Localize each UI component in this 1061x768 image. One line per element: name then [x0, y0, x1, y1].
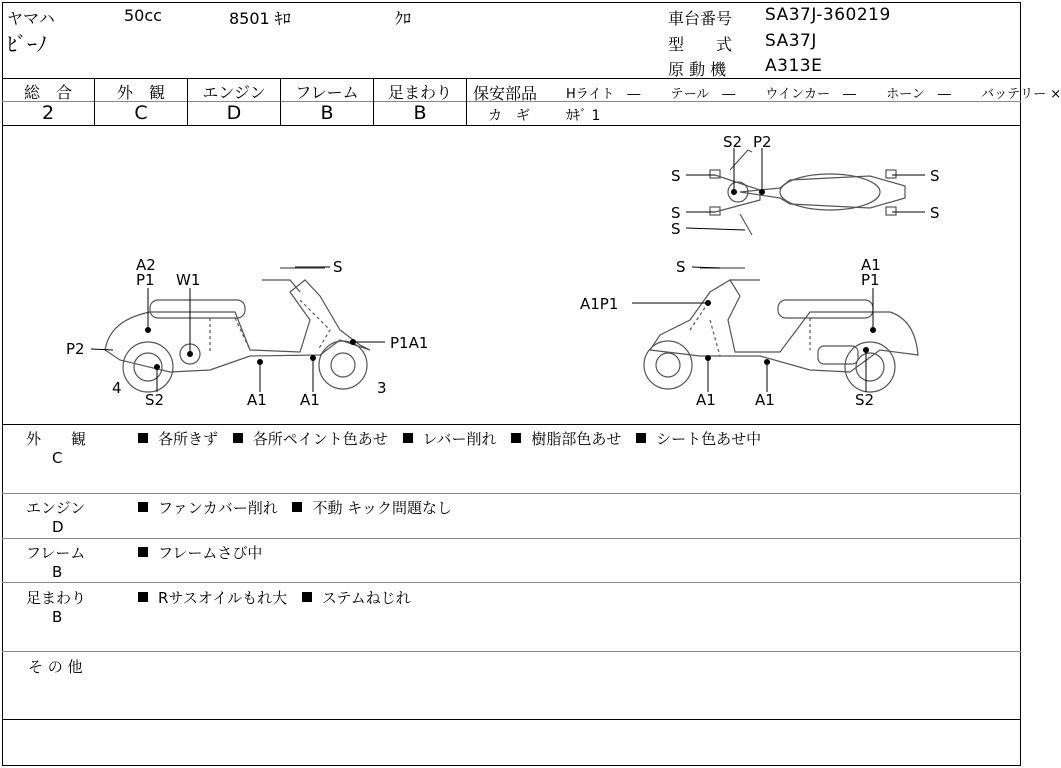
engine-label: 原 動 機 [668, 60, 727, 79]
remark-item: Rサスオイルもれ大 [158, 589, 288, 607]
label-right-a1: A1 [755, 391, 775, 409]
bullet-icon [403, 433, 413, 443]
label-left-p1: P1 [136, 271, 155, 289]
remark-items-suspension [138, 587, 421, 608]
divider [2, 582, 1021, 583]
key-value: ｶｷﾞ 1 [566, 108, 601, 124]
grade-engine-value: D [226, 102, 242, 124]
label-top-s: S [671, 204, 681, 222]
grade-frame-label: フレーム [295, 83, 359, 102]
remark-item: 各所きず [158, 430, 219, 448]
divider [2, 424, 1021, 425]
label-top-s: S [671, 220, 681, 238]
bullet-icon [636, 433, 646, 443]
grade-overall-label: 総 合 [23, 83, 72, 102]
bullet-icon [138, 547, 148, 557]
safety-items [566, 83, 1061, 102]
remark-item: ステムねじれ [321, 589, 411, 607]
remark-item: フレームさび中 [158, 544, 263, 562]
label-top-s: S [671, 167, 681, 185]
bullet-icon [138, 502, 148, 512]
type-label: 型 式 [668, 35, 733, 54]
safety-label: 保安部品 [473, 84, 538, 103]
remark-item: レバー削れ [422, 430, 497, 448]
remark-grade-engine: D [52, 518, 64, 536]
label-right-p1: P1 [861, 271, 880, 289]
label-left-w1: W1 [176, 271, 201, 289]
bullet-icon [138, 433, 148, 443]
safety-item-horn: ホーン ― [886, 87, 951, 102]
type-value: SA37J [765, 31, 817, 51]
remark-items-engine [138, 497, 462, 518]
remark-category-suspension: 足まわり [26, 589, 87, 607]
grade-suspension-label: 足まわり [387, 83, 452, 102]
grade-frame-value: B [320, 102, 334, 124]
label-left-3: 3 [377, 379, 387, 397]
safety-item-winker: ウインカー ― [765, 87, 857, 102]
engine-value: A313E [765, 56, 823, 76]
label-top-p2: P2 [753, 133, 772, 151]
maker: ヤマハ [7, 9, 55, 28]
mileage: 8501 ｷﾛ [229, 9, 291, 28]
bullet-icon [292, 502, 302, 512]
bullet-icon [138, 592, 148, 602]
color: ｸﾛ [395, 9, 412, 28]
divider [2, 493, 1021, 494]
divider [466, 78, 467, 125]
bullet-icon [302, 592, 312, 602]
safety-item-headlight: Hライト ― [566, 87, 641, 102]
bullet-icon [233, 433, 243, 443]
label-right-a1: A1 [861, 256, 881, 274]
label-left-a1: A1 [247, 391, 267, 409]
grade-engine-label: エンジン [202, 83, 266, 102]
grade-suspension-value: B [413, 102, 427, 124]
model-name: ﾋﾞｰﾉ [7, 32, 47, 56]
label-top-s: S [930, 204, 940, 222]
remark-item: 不動 キック問題なし [312, 499, 452, 517]
remark-category-other: そ の 他 [28, 658, 83, 676]
label-top-s2: S2 [723, 133, 743, 151]
label-left-p1a1: P1A1 [390, 334, 429, 352]
divider [2, 78, 1021, 79]
label-left-s: S [333, 258, 343, 276]
label-top-s: S [930, 167, 940, 185]
bullet-icon [511, 433, 521, 443]
grade-exterior-label: 外 観 [116, 83, 165, 102]
label-right-a1: A1 [696, 391, 716, 409]
damage-diagram [0, 126, 1024, 424]
label-left-p2: P2 [66, 340, 85, 358]
remark-item: シート色あせ中 [656, 430, 762, 448]
label-left-a1: A1 [300, 391, 320, 409]
grade-overall-value: 2 [41, 102, 55, 124]
safety-item-battery: バッテリー × [981, 87, 1061, 102]
remark-category-engine: エンジン [26, 499, 86, 517]
scooter-top-view [710, 150, 905, 235]
remark-items-frame [138, 542, 272, 563]
remark-grade-frame: B [52, 563, 63, 581]
label-left-s2: S2 [145, 391, 165, 409]
key-label: カ ギ [488, 108, 530, 124]
frame-no-label: 車台番号 [668, 9, 733, 28]
remark-grade-suspension: B [52, 608, 63, 626]
remark-item: ファンカバー削れ [158, 499, 278, 517]
divider [2, 538, 1021, 539]
divider [2, 651, 1021, 652]
remark-item: 各所ペイント色あせ [252, 430, 388, 448]
label-right-s: S [676, 258, 686, 276]
label-right-a1p1: A1P1 [580, 295, 619, 313]
label-left-a2: A2 [136, 256, 156, 274]
label-left-4: 4 [112, 379, 122, 397]
remark-category-exterior: 外 観 [26, 430, 87, 448]
displacement: 50cc [124, 6, 162, 25]
remark-category-frame: フレーム [26, 544, 86, 562]
remark-items-exterior [138, 428, 771, 449]
label-right-s2: S2 [855, 391, 875, 409]
remark-item: 樹脂部色あせ [531, 430, 622, 448]
divider [2, 719, 1021, 720]
remark-grade-exterior: C [52, 449, 63, 467]
frame-no: SA37J-360219 [765, 5, 891, 25]
safety-item-tail: テール ― [670, 87, 736, 102]
grade-exterior-value: C [134, 102, 148, 124]
